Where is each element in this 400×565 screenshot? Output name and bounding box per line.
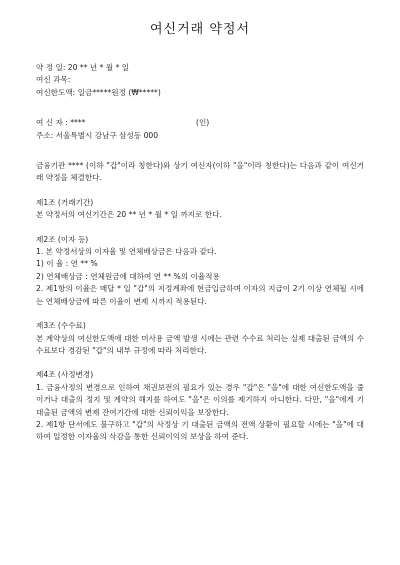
loan-subject: 여신 과목: <box>36 75 71 85</box>
borrower-row <box>36 117 364 129</box>
intro-paragraph: 금융기관 **** (이하 "갑"이라 칭한다)와 상기 여신자(이하 "을"이라 칭한다)는 다음과 같이 여신거래 약정을 체결한다. <box>36 161 364 183</box>
article-line: 1. 본 약정서상의 이자율 및 연체배상금은 다음과 같다. <box>36 247 217 257</box>
article-4 <box>36 369 364 443</box>
article-3 <box>36 320 364 357</box>
borrower-info <box>36 117 364 142</box>
borrower-seal: (인) <box>196 118 210 128</box>
article-line: 본 약정서의 여신기간은 20 ** 년 * 월 * 일 까지로 한다. <box>36 210 222 220</box>
article-2 <box>36 234 364 308</box>
article-1 <box>36 197 364 222</box>
document-title: 여신거래 약정서 <box>149 22 251 37</box>
article-line: 1. 금융사정의 변경으로 인하여 채권보전의 필요가 있는 경우 "갑"은 "을"에 대한 여신한도액을 줄이거나 대출의 정지 및 계약의 해지를 하여도 "을"은 이의를 제기하지 아니한다. 다만, "을"에게 기 대출된 금액의 변제 잔여기간에 대한 신뢰이익을 보장한다. <box>36 382 364 417</box>
article-heading: 제2조 (이자 등) <box>36 234 89 244</box>
article-heading: 제1조 (거래기간) <box>36 197 94 207</box>
borrower-address: 주소: 서울특별시 강남구 삼성동 000 <box>36 130 159 140</box>
article-heading: 제3조 (수수료) <box>36 321 86 331</box>
contract-date: 약 정 일: 20 ** 년 * 월 * 일 <box>36 63 130 72</box>
borrower-name: 여 신 자 : **** <box>36 118 86 128</box>
article-heading: 제4조 (사정변경) <box>36 370 94 380</box>
contract-header <box>36 62 364 99</box>
article-line: 2) 연체배상금 : 연체원금에 대하여 연 ** %의 이율적용 <box>36 271 220 281</box>
article-line: 본 계약상의 여신한도액에 대한 미사용 금액 발생 시에는 관련 수수료 처리는 실제 대출된 금액의 수수료보다 경감된 "갑"의 내부 규정에 따라 처리한다. <box>36 333 364 355</box>
loan-limit: 여신한도액: 일금*****원정 (₩*****) <box>36 87 161 97</box>
article-line: 2. 제1항의 이율은 매달 * 일 "갑"의 지정계좌에 현금입금하며 이자의 지급이 2기 이상 연체될 시에는 연체배상금에 따른 이율이 변제 시까지 적용된다. <box>36 284 364 306</box>
article-line: 2. 제1항 단서에도 불구하고 "갑"의 사정상 기 대출된 금액의 전액 상환이 필요할 시에는 "을"에 대하여 일정한 이자율의 삭감을 통한 신뢰이익의 보상을 하여 준다. <box>36 419 364 442</box>
article-line: 1) 이 율 : 연 ** % <box>36 259 98 269</box>
